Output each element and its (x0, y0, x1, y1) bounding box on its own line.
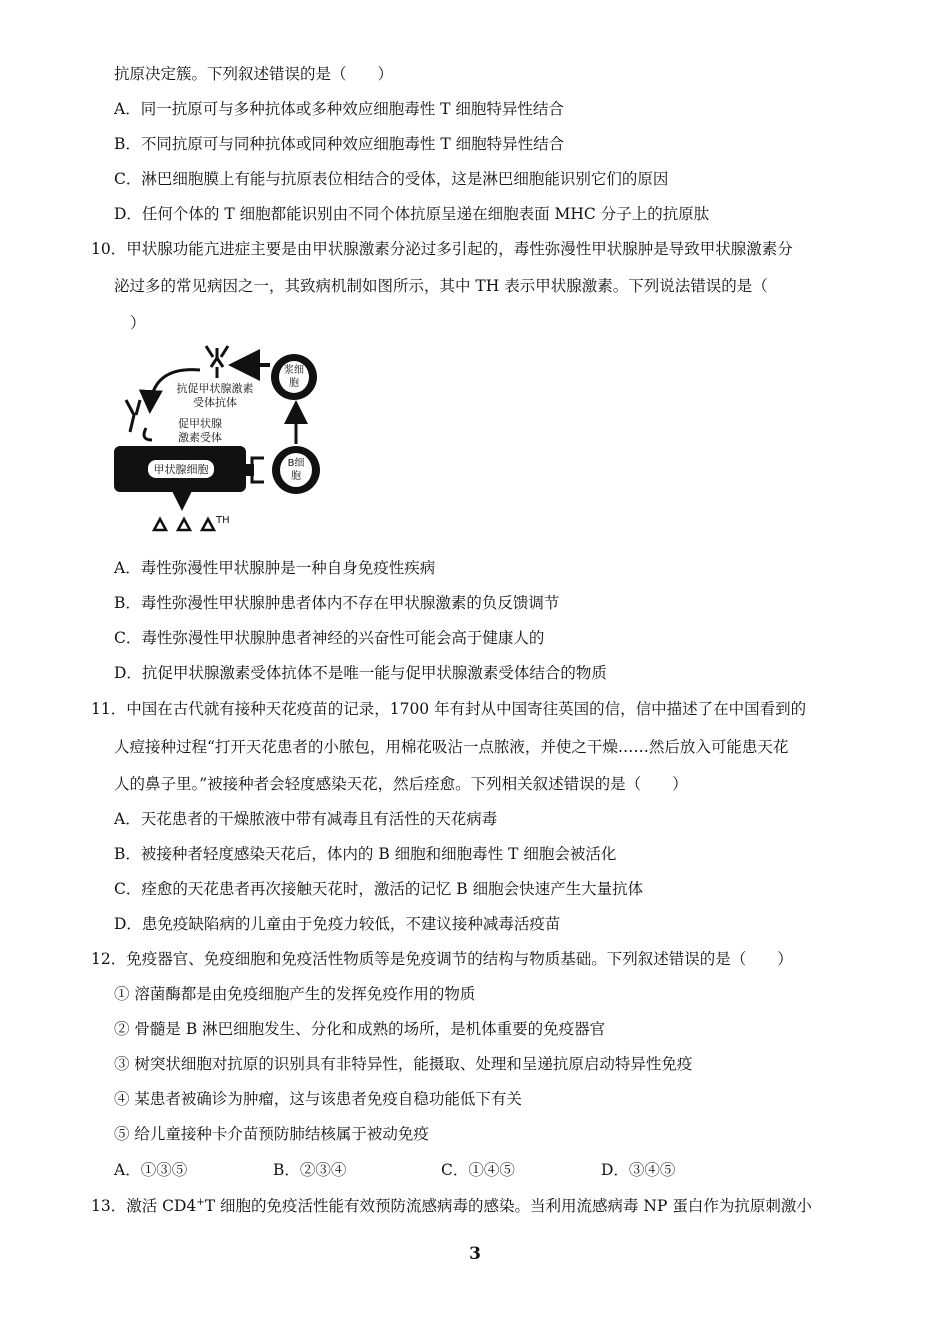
th-triangles (154, 519, 214, 530)
q10-option-c: C．毒性弥漫性甲状腺肿患者神经的兴奋性可能会高于健康人的 (114, 629, 545, 647)
q13-stem-pre: 13．激活 CD4 (91, 1197, 197, 1215)
page-number: 3 (469, 1244, 481, 1264)
q13-stem-sup: + (196, 1196, 205, 1208)
q9-option-d: D．任何个体的 T 细胞都能识别由不同个体抗原呈递在细胞表面 MHC 分子上的抗原肽 (114, 205, 710, 223)
antibody-label-1: 抗促甲状腺激素 (176, 382, 254, 395)
antibody-label-2: 受体抗体 (193, 396, 237, 409)
q11-stem-line-3: 人的鼻子里。”被接种者会轻度感染天花，然后痊愈。下列相关叙述错误的是（ ） (114, 775, 688, 793)
antibody-icon (206, 346, 228, 378)
q9-option-b: B．不同抗原可与同种抗体或同种效应细胞毒性 T 细胞特异性结合 (114, 135, 565, 153)
plasma-cell-label: 浆细 (284, 365, 304, 376)
thyroid-mechanism-diagram (112, 340, 337, 535)
svg-text:胞: 胞 (289, 378, 299, 389)
q11-option-d: D．患免疫缺陷病的儿童由于免疫力较低，不建议接种减毒活疫苗 (114, 915, 561, 933)
b-cell-label: B细 (287, 458, 305, 469)
q12-option-b: B．②③④ (273, 1161, 347, 1179)
q10-stem-line-2: 泌过多的常见病因之一，其致病机制如图所示，其中 TH 表示甲状腺激素。下列说法错误的是（ (114, 277, 768, 295)
receptor-label-2: 激素受体 (178, 431, 222, 444)
q10-option-a: A．毒性弥漫性甲状腺肿是一种自身免疫性疾病 (114, 559, 436, 577)
q12-option-a: A．①③⑤ (114, 1161, 188, 1179)
thyroid-cell (114, 446, 246, 492)
q12-statement-1: ① 溶菌酶都是由免疫细胞产生的发挥免疫作用的物质 (114, 985, 476, 1003)
q11-stem-line-2: 人痘接种过程“打开天花患者的小脓包，用棉花吸沾一点脓液，并使之干燥……然后放入可能患天花 (114, 738, 789, 756)
q12-statement-4: ④ 某患者被确诊为肿瘤，这与该患者免疫自稳功能低下有关 (114, 1090, 522, 1108)
q10-stem-line-1: 10．甲状腺功能亢进症主要是由甲状腺激素分泌过多引起的，毒性弥漫性甲状腺肿是导致甲状腺激素分 (91, 240, 793, 258)
q12-statement-2: ② 骨髓是 B 淋巴细胞发生、分化和成熟的场所，是机体重要的免疫器官 (114, 1020, 606, 1038)
q11-stem-line-1: 11．中国在古代就有接种天花疫苗的记录，1700 年有封从中国寄往英国的信，信中描述了在中国看到的 (91, 700, 807, 718)
th-label: TH (216, 515, 230, 526)
b-cell (272, 446, 320, 494)
q10-option-b: B．毒性弥漫性甲状腺肿患者体内不存在甲状腺激素的负反馈调节 (114, 594, 560, 612)
bound-antibody-icon (126, 400, 152, 440)
q13-stem (91, 1196, 812, 1216)
q12-option-d: D．③④⑤ (601, 1161, 676, 1179)
q12-statement-5: ⑤ 给儿童接种卡介苗预防肺结核属于被动免疫 (114, 1125, 429, 1143)
q11-option-a: A．天花患者的干燥脓液中带有减毒且有活性的天花病毒 (114, 810, 498, 828)
q12-statement-3: ③ 树突状细胞对抗原的识别具有非特异性，能摄取、处理和呈递抗原启动特异性免疫 (114, 1055, 693, 1073)
q10-stem-line-3: ） (130, 314, 146, 332)
q9-option-c: C．淋巴细胞膜上有能与抗原表位相结合的受体，这是淋巴细胞能识别它们的原因 (114, 170, 669, 188)
q13-stem-post: T 细胞的免疫活性能有效预防流感病毒的感染。当利用流感病毒 NP 蛋白作为抗原刺激小 (204, 1197, 812, 1215)
q11-option-b: B．被接种者轻度感染天花后，体内的 B 细胞和细胞毒性 T 细胞会被活化 (114, 845, 617, 863)
q12-stem: 12．免疫器官、免疫细胞和免疫活性物质等是免疫调节的结构与物质基础。下列叙述错误的是（ ） (91, 950, 793, 968)
q9-option-a: A．同一抗原可与多种抗体或多种效应细胞毒性 T 细胞特异性结合 (114, 100, 564, 118)
thyroid-cell-label: 甲状腺细胞 (153, 463, 209, 476)
q12-option-c: C．①④⑤ (441, 1161, 515, 1179)
q9-stem-tail: 抗原决定簇。下列叙述错误的是（ ） (114, 65, 394, 83)
svg-text:胞: 胞 (291, 471, 301, 482)
q11-option-c: C．痊愈的天花患者再次接触天花时，激活的记忆 B 细胞会快速产生大量抗体 (114, 880, 644, 898)
receptor-label-1: 促甲状腺 (178, 417, 222, 430)
q10-option-d: D．抗促甲状腺激素受体抗体不是唯一能与促甲状腺激素受体结合的物质 (114, 664, 607, 682)
plasma-cell (271, 354, 317, 400)
